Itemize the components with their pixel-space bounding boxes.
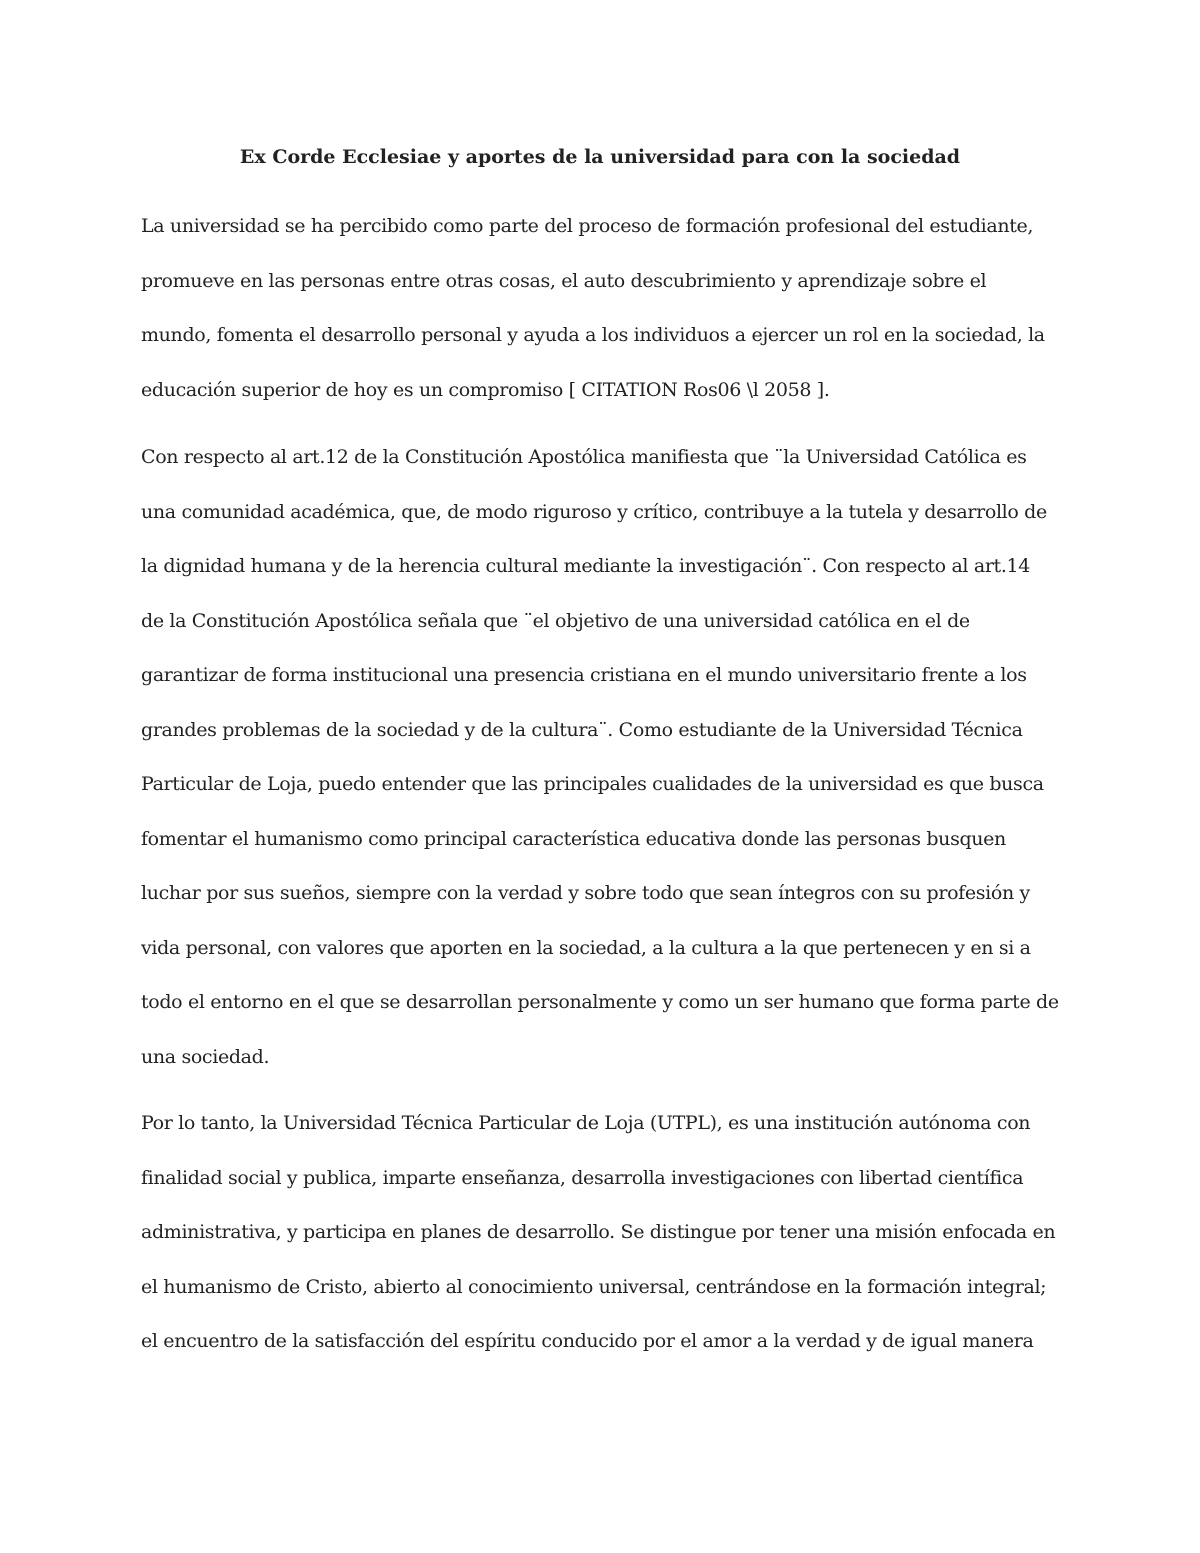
paragraph-line: promueve en las personas entre otras cosas, el auto descubrimiento y aprendizaje sobre el	[141, 269, 987, 292]
paragraph-line: administrativa, y participa en planes de desarrollo. Se distingue por tener una misión enfocada en	[141, 1221, 1056, 1243]
paragraph-1	[141, 199, 1071, 417]
paragraph-3	[141, 1096, 1071, 1369]
paragraph-line: La universidad se ha percibido como parte del proceso de formación profesional del estudiante,	[141, 215, 1034, 237]
paragraph-line: una comunidad académica, que, de modo riguroso y crítico, contribuye a la tutela y desarrollo de	[141, 500, 1047, 523]
paragraph-2	[141, 430, 1071, 1084]
paragraph-line: el humanismo de Cristo, abierto al conocimiento universal, centrándose en la formación integral;	[141, 1275, 1047, 1298]
paragraph-line: la dignidad humana y de la herencia cultural mediante la investigación¨. Con respecto al art.14	[141, 555, 1031, 577]
paragraph-line: todo el entorno en el que se desarrollan personalmente y como un ser humano que forma parte de	[141, 991, 1059, 1013]
paragraph-line: fomentar el humanismo como principal característica educativa donde las personas busquen	[141, 827, 1006, 850]
document-title: Ex Corde Ecclesiae y aportes de la universidad para con la sociedad	[239, 146, 961, 168]
paragraph-line: una sociedad.	[141, 1045, 270, 1068]
paragraph-line: vida personal, con valores que aporten en la sociedad, a la cultura a la que pertenecen y en si a	[141, 936, 1031, 959]
paragraph-line: Por lo tanto, la Universidad Técnica Particular de Loja (UTPL), es una institución autónoma con	[141, 1112, 1031, 1134]
paragraph-line: de la Constitución Apostólica señala que ¨el objetivo de una universidad católica en el de	[141, 609, 970, 632]
paragraph-line: luchar por sus sueños, siempre con la verdad y sobre todo que sean íntegros con su profesión y	[141, 882, 1030, 904]
paragraph-line: el encuentro de la satisfacción del espíritu conducido por el amor a la verdad y de igual manera	[141, 1330, 1034, 1352]
paragraph-line: garantizar de forma institucional una presencia cristiana en el mundo universitario frente a los	[141, 664, 1027, 686]
paragraph-line: grandes problemas de la sociedad y de la cultura¨. Como estudiante de la Universidad Técnica	[141, 718, 1023, 741]
paragraph-line: educación superior de hoy es un compromiso [ CITATION Ros06 \l 2058 ].	[141, 378, 830, 401]
paragraph-line: finalidad social y publica, imparte enseñanza, desarrolla investigaciones con libertad científica	[141, 1166, 1024, 1189]
paragraph-line: Particular de Loja, puedo entender que las principales cualidades de la universidad es que busca	[141, 773, 1044, 795]
paragraph-line: mundo, fomenta el desarrollo personal y ayuda a los individuos a ejercer un rol en la sociedad, la	[141, 324, 1045, 346]
paragraph-line: Con respecto al art.12 de la Constitución Apostólica manifiesta que ¨la Universidad Católica es	[141, 446, 1027, 468]
